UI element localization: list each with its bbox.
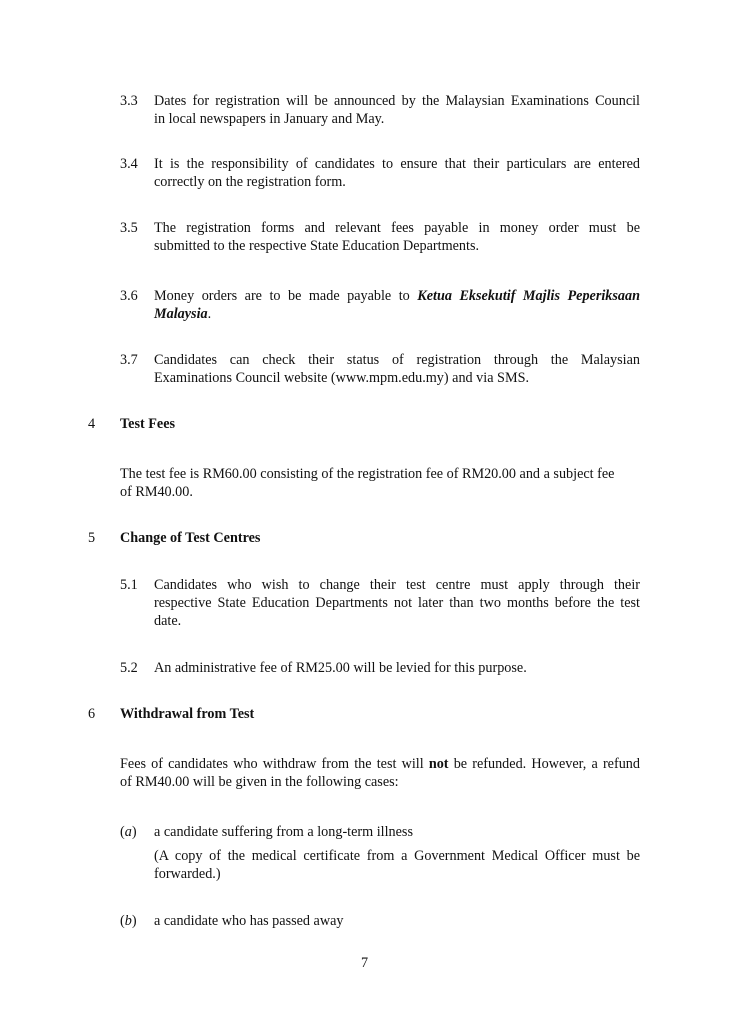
item-number: 5.2 <box>120 660 138 676</box>
case-note-line: forwarded.) <box>154 866 221 882</box>
item-text-line: Candidates can check their status of registration through the Malaysian <box>154 352 640 368</box>
item-text: Money orders are to be made payable to <box>154 288 418 304</box>
item-number: 3.4 <box>120 156 138 172</box>
paragraph-line: of RM40.00 will be given in the following cases: <box>120 774 399 790</box>
case-label: (a) <box>120 824 137 840</box>
section-heading: Test Fees <box>120 416 176 432</box>
item-text-line: in local newspapers in January and May. <box>154 111 385 127</box>
item-text-line: The registration forms and relevant fees payable in money order must be <box>154 220 640 236</box>
item-number: 3.3 <box>120 93 138 109</box>
item-number: 3.6 <box>120 288 138 304</box>
item-text-line: It is the responsibility of candidates to ensure that their particulars are entered <box>154 156 640 172</box>
page-number: 7 <box>360 955 369 971</box>
section-heading: Change of Test Centres <box>120 530 261 546</box>
item-text-line: correctly on the registration form. <box>154 174 346 190</box>
paragraph-line: of RM40.00. <box>120 484 193 500</box>
item-text-line: Examinations Council website (www.mpm.edu.my) and via SMS. <box>154 370 530 386</box>
section-number: 4 <box>88 416 96 432</box>
item-number: 3.5 <box>120 220 138 236</box>
item-number: 3.7 <box>120 352 138 368</box>
case-note-line: (A copy of the medical certificate from a Government Medical Officer must be <box>154 848 640 864</box>
section-heading: Withdrawal from Test <box>120 706 255 722</box>
item-text-line <box>154 287 640 305</box>
item-text-line: Candidates who wish to change their test centre must apply through their <box>154 577 640 593</box>
item-text-line <box>154 305 640 323</box>
item-text-line: submitted to the respective State Education Departments. <box>154 238 480 254</box>
payee-name: Ketua Eksekutif Majlis Peperiksaan <box>417 288 640 304</box>
paragraph-text: be refunded. However, a refund <box>448 756 640 772</box>
payee-name-cont: Malaysia <box>154 306 208 322</box>
section-number: 6 <box>88 706 96 722</box>
case-text: a candidate who has passed away <box>154 913 344 929</box>
paragraph-text: Fees of candidates who withdraw from the test will <box>120 756 429 772</box>
item-text: . <box>207 306 212 322</box>
item-text-line: An administrative fee of RM25.00 will be levied for this purpose. <box>154 660 527 676</box>
item-text-line: date. <box>154 613 182 629</box>
section-number: 5 <box>88 530 96 546</box>
paragraph-line: The test fee is RM60.00 consisting of the registration fee of RM20.00 and a subject fee <box>120 466 615 482</box>
item-text-line: Dates for registration will be announced by the Malaysian Examinations Council <box>154 93 640 109</box>
item-number: 5.1 <box>120 577 138 593</box>
case-label: (b) <box>120 913 137 929</box>
item-text-line: respective State Education Departments not later than two months before the test <box>154 595 640 611</box>
case-text: a candidate suffering from a long-term illness <box>154 824 413 840</box>
emphasis-not: not <box>428 756 449 772</box>
paragraph-line <box>120 755 640 773</box>
